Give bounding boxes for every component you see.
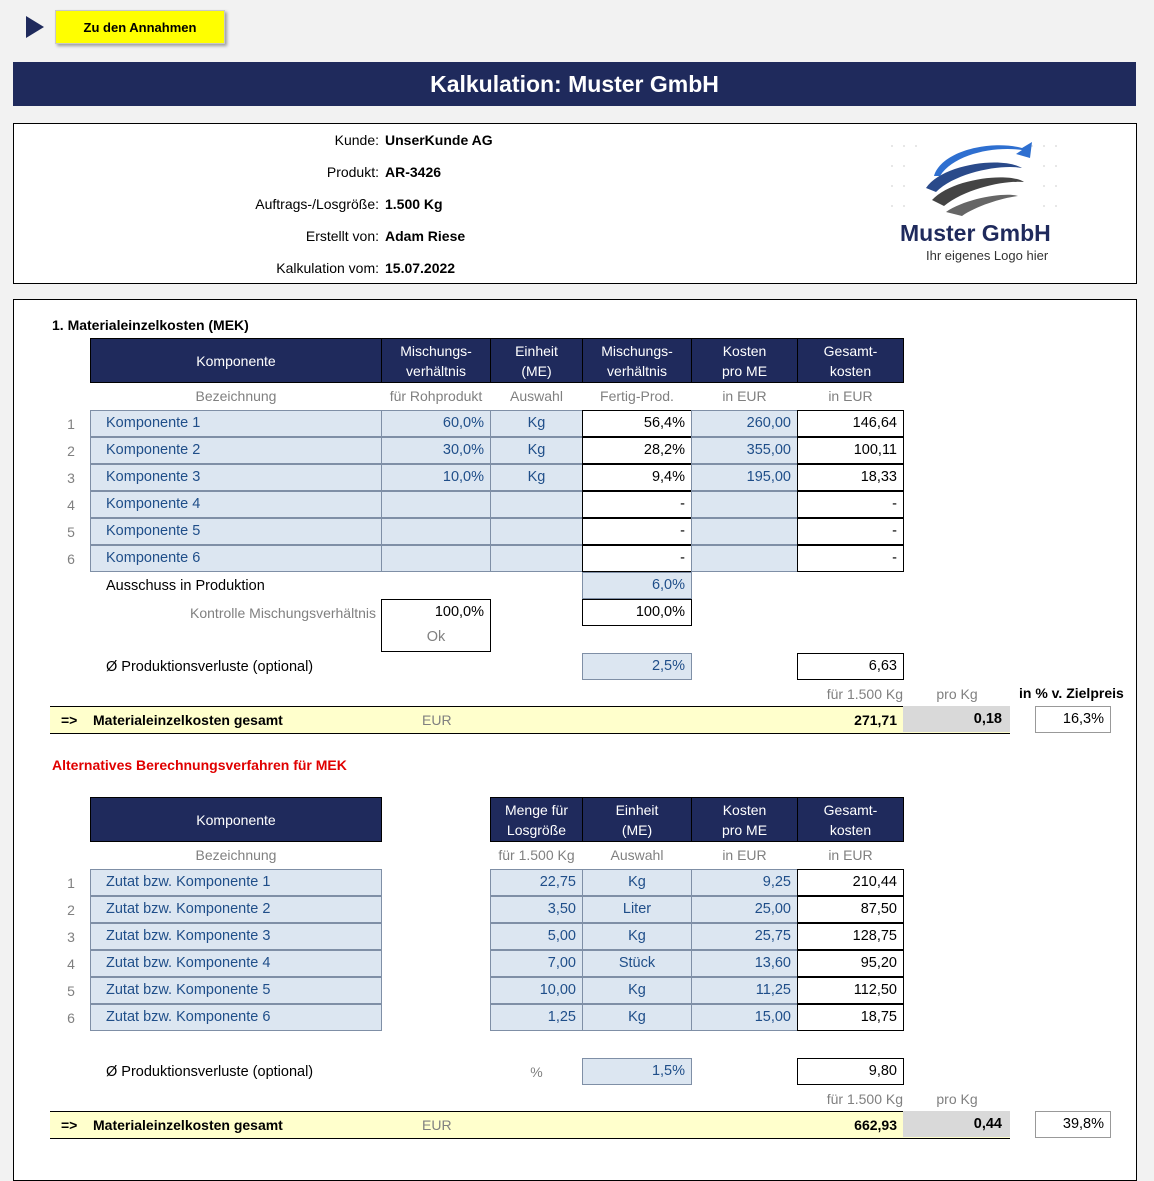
info-label-losgroesse: Auftrags-/Losgröße: — [255, 196, 379, 212]
mek-row-total: - — [797, 545, 904, 572]
mek-row-mix[interactable] — [381, 545, 491, 572]
row-number: 4 — [67, 497, 75, 513]
mek-row-mix[interactable]: 10,0% — [381, 464, 491, 491]
mek-total-perkg: 0,18 — [903, 706, 1010, 732]
alt-header-gesamt: Gesamt- kosten — [797, 797, 904, 842]
info-value-erstellt: Adam Riese — [385, 228, 466, 244]
alt-total-value: 662,93 — [854, 1117, 897, 1133]
mek-header-komponente: Komponente — [90, 338, 382, 383]
row-number: 3 — [67, 470, 75, 486]
alt-sub-eur-kosten: in EUR — [722, 847, 767, 863]
info-value-produkt: AR-3426 — [385, 164, 442, 180]
mek-row-total: - — [797, 518, 904, 545]
mek-sub-bezeichnung: Bezeichnung — [195, 388, 277, 404]
mek-row-cost[interactable] — [691, 491, 798, 518]
mek-row-total: 100,11 — [797, 437, 904, 464]
mek-row-mix2: - — [582, 545, 692, 572]
mek-row-name[interactable]: Komponente 4 — [90, 491, 382, 518]
row-number: 4 — [67, 956, 75, 972]
mek-row-name[interactable]: Komponente 1 — [90, 410, 382, 437]
alt-row-total: 87,50 — [797, 896, 904, 923]
row-number: 3 — [67, 929, 75, 945]
mek-row-unit[interactable] — [490, 491, 583, 518]
alt-verluste-value: 9,80 — [797, 1058, 904, 1085]
info-value-losgroesse: 1.500 Kg — [385, 196, 443, 212]
mek-row-unit[interactable] — [490, 518, 583, 545]
row-number: 2 — [67, 902, 75, 918]
mek-row-name[interactable]: Komponente 3 — [90, 464, 382, 491]
alt-row-cost[interactable]: 15,00 — [691, 1004, 798, 1031]
alt-sub-bezeichnung: Bezeichnung — [195, 847, 277, 863]
logo-name: Muster GmbH — [900, 220, 1051, 246]
alt-row-name[interactable]: Zutat bzw. Komponente 2 — [90, 896, 382, 923]
mek-row-mix[interactable] — [381, 491, 491, 518]
alt-total-perkg: 0,44 — [903, 1111, 1010, 1137]
company-logo — [882, 136, 1072, 266]
row-number: 1 — [67, 416, 75, 432]
alt-sub-auswahl: Auswahl — [610, 847, 664, 863]
mek-row-unit[interactable]: Kg — [490, 464, 583, 491]
mek-row-cost[interactable]: 195,00 — [691, 464, 798, 491]
mek-total-pct: 16,3% — [1035, 706, 1111, 733]
alt-row-total: 112,50 — [797, 977, 904, 1004]
alt-total-arrow: => — [61, 1117, 78, 1133]
logo-swoosh-icon — [882, 136, 1072, 226]
alt-prokg-label: pro Kg — [936, 1091, 978, 1107]
row-number: 6 — [67, 1010, 75, 1026]
alt-row-qty[interactable]: 3,50 — [490, 896, 583, 923]
mek-row-unit[interactable]: Kg — [490, 410, 583, 437]
alt-header-menge: Menge für Losgröße — [490, 797, 583, 842]
alt-row-unit[interactable]: Liter — [582, 896, 692, 923]
alt-verluste-pct-input[interactable]: 1,5% — [582, 1058, 692, 1085]
kontrolle-value-roh: 100,0% — [381, 599, 491, 626]
alt-row-name[interactable]: Zutat bzw. Komponente 1 — [90, 869, 382, 896]
mek-row-total: - — [797, 491, 904, 518]
mek-row-mix[interactable] — [381, 518, 491, 545]
alt-header-komponente: Komponente — [90, 797, 382, 842]
mek-row-mix[interactable]: 30,0% — [381, 437, 491, 464]
verluste-pct-input[interactable]: 2,5% — [582, 653, 692, 680]
mek-row-name[interactable]: Komponente 5 — [90, 518, 382, 545]
alt-row-qty[interactable]: 7,00 — [490, 950, 583, 977]
mek-sub-eur-gesamt: in EUR — [828, 388, 873, 404]
mek-sub-fertig: Fertig-Prod. — [600, 388, 674, 404]
page-title: Kalkulation: Muster GmbH — [13, 62, 1136, 106]
mek-row-mix2: 9,4% — [582, 464, 692, 491]
alt-row-qty[interactable]: 10,00 — [490, 977, 583, 1004]
kontrolle-value-fertig: 100,0% — [582, 599, 692, 626]
prokg-label: pro Kg — [936, 686, 978, 702]
logo-tagline: Ihr eigenes Logo hier — [926, 248, 1049, 263]
mek-sub-eur-kosten: in EUR — [722, 388, 767, 404]
alt-sub-fuer: für 1.500 Kg — [498, 847, 575, 863]
alt-row-cost[interactable]: 13,60 — [691, 950, 798, 977]
mek-header-mischung-roh: Mischungs- verhältnis — [381, 338, 491, 383]
kontrolle-label: Kontrolle Mischungsverhältnis — [190, 605, 376, 621]
fuer-label: für 1.500 Kg — [826, 686, 903, 702]
ausschuss-input[interactable]: 6,0% — [582, 572, 692, 599]
alt-total-currency: EUR — [422, 1117, 452, 1133]
alt-row-name[interactable]: Zutat bzw. Komponente 6 — [90, 1004, 382, 1031]
mek-row-mix2: 56,4% — [582, 410, 692, 437]
alt-row-name[interactable]: Zutat bzw. Komponente 4 — [90, 950, 382, 977]
info-label-datum: Kalkulation vom: — [276, 260, 379, 276]
alt-row-name[interactable]: Zutat bzw. Komponente 5 — [90, 977, 382, 1004]
mek-total-currency: EUR — [422, 712, 452, 728]
row-number: 6 — [67, 551, 75, 567]
row-number: 5 — [67, 524, 75, 540]
mek-row-unit[interactable] — [490, 545, 583, 572]
alt-row-total: 95,20 — [797, 950, 904, 977]
info-label-erstellt: Erstellt von: — [305, 228, 379, 244]
alt-sub-eur-gesamt: in EUR — [828, 847, 873, 863]
alt-row-unit[interactable]: Kg — [582, 923, 692, 950]
mek-row-mix2: - — [582, 491, 692, 518]
alt-row-total: 18,75 — [797, 1004, 904, 1031]
mek-total-value: 271,71 — [854, 712, 897, 728]
alt-total-pct: 39,8% — [1035, 1111, 1111, 1138]
play-icon — [26, 16, 44, 38]
row-number: 2 — [67, 443, 75, 459]
verluste-value: 6,63 — [797, 653, 904, 680]
mek-row-total: 146,64 — [797, 410, 904, 437]
alt-header-einheit: Einheit (ME) — [582, 797, 692, 842]
alt-row-name[interactable]: Zutat bzw. Komponente 3 — [90, 923, 382, 950]
alt-row-qty[interactable]: 1,25 — [490, 1004, 583, 1031]
mek-row-name[interactable]: Komponente 2 — [90, 437, 382, 464]
alt-row-cost[interactable]: 11,25 — [691, 977, 798, 1004]
alt-total-label: Materialeinzelkosten gesamt — [93, 1117, 283, 1133]
total-arrow: => — [61, 712, 78, 728]
alt-fuer-label: für 1.500 Kg — [826, 1091, 903, 1107]
zu-den-annahmen-button[interactable]: Zu den Annahmen — [55, 10, 225, 44]
mek-sub-auswahl: Auswahl — [510, 388, 563, 404]
mek-row-cost[interactable] — [691, 518, 798, 545]
info-box — [13, 123, 1137, 284]
mek-header-kosten: Kosten pro ME — [691, 338, 798, 383]
alt-row-total: 128,75 — [797, 923, 904, 950]
mek-section-title: 1. Materialeinzelkosten (MEK) — [52, 317, 249, 333]
ausschuss-label: Ausschuss in Produktion — [106, 578, 265, 594]
alt-row-qty[interactable]: 22,75 — [490, 869, 583, 896]
alt-row-unit[interactable]: Kg — [582, 869, 692, 896]
alt-row-cost[interactable]: 25,75 — [691, 923, 798, 950]
alt-row-unit[interactable]: Kg — [582, 1004, 692, 1031]
mek-row-mix2: 28,2% — [582, 437, 692, 464]
info-value-datum: 15.07.2022 — [385, 260, 456, 276]
mek-row-unit[interactable]: Kg — [490, 437, 583, 464]
info-label-produkt: Produkt: — [326, 164, 379, 180]
alt-row-cost[interactable]: 25,00 — [691, 896, 798, 923]
alt-verluste-label: Ø Produktionsverluste (optional) — [106, 1064, 314, 1080]
info-label-kunde: Kunde: — [334, 132, 379, 148]
mek-total-label: Materialeinzelkosten gesamt — [93, 712, 283, 728]
mek-row-mix2: - — [582, 518, 692, 545]
alt-row-cost[interactable]: 9,25 — [691, 869, 798, 896]
mek-row-name[interactable]: Komponente 6 — [90, 545, 382, 572]
row-number: 5 — [67, 983, 75, 999]
alt-section-title: Alternatives Berechnungsverfahren für MEK — [52, 757, 347, 773]
mek-row-cost[interactable] — [691, 545, 798, 572]
mek-header-mischung-fertig: Mischungs- verhältnis — [582, 338, 692, 383]
zielpreis-label: in % v. Zielpreis — [1019, 685, 1124, 701]
alt-row-unit[interactable]: Kg — [582, 977, 692, 1004]
mek-row-cost[interactable]: 260,00 — [691, 410, 798, 437]
alt-row-unit[interactable]: Stück — [582, 950, 692, 977]
alt-row-qty[interactable]: 5,00 — [490, 923, 583, 950]
mek-header-gesamt: Gesamt- kosten — [797, 338, 904, 383]
mek-header-einheit: Einheit (ME) — [490, 338, 583, 383]
alt-verluste-unit: % — [530, 1064, 543, 1080]
alt-row-total: 210,44 — [797, 869, 904, 896]
mek-row-total: 18,33 — [797, 464, 904, 491]
mek-sub-rohprodukt: für Rohprodukt — [389, 388, 483, 404]
verluste-label: Ø Produktionsverluste (optional) — [106, 659, 314, 675]
mek-row-mix[interactable]: 60,0% — [381, 410, 491, 437]
mek-row-cost[interactable]: 355,00 — [691, 437, 798, 464]
alt-header-kosten: Kosten pro ME — [691, 797, 798, 842]
info-value-kunde: UnserKunde AG — [385, 132, 493, 148]
row-number: 1 — [67, 875, 75, 891]
kontrolle-ok: Ok — [381, 625, 491, 652]
